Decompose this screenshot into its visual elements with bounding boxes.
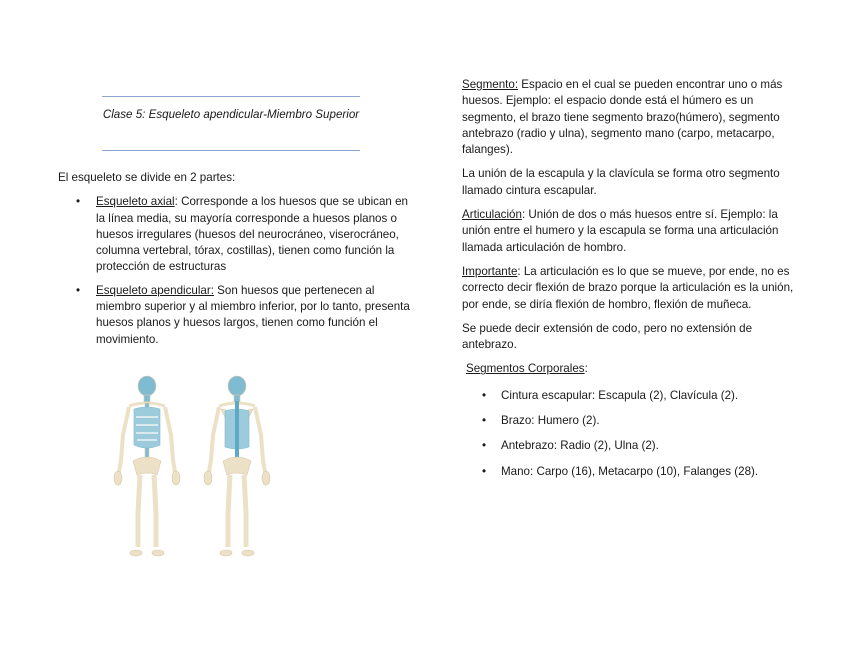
- apendicular-text: Son huesos que pertenecen al miembro superior y al miembro inferior, por lo tanto, presenta huesos planos y huesos largos, tienen como función el movimiento.: [96, 283, 410, 346]
- segmento-item-text: Mano: Carpo (16), Metacarpo (10), Falanges (28).: [501, 464, 759, 478]
- segmentos-colon: :: [584, 362, 588, 376]
- list-item-axial: [58, 194, 418, 275]
- articulacion-paragraph: [462, 207, 797, 256]
- bullet-icon: •: [482, 439, 487, 453]
- list-item: [462, 413, 797, 429]
- articulacion-term: Articulación: [462, 208, 522, 222]
- bullet-icon: •: [482, 388, 487, 402]
- segmento-item-text: Brazo: Humero (2).: [501, 414, 600, 428]
- segmentos-heading: [466, 361, 797, 377]
- segmento-term: Segmento:: [462, 78, 519, 91]
- bullet-icon: •: [76, 195, 81, 209]
- left-column: [58, 170, 418, 355]
- page-title: Clase 5: Esqueleto apendicular-Miembro Superior: [102, 108, 360, 121]
- right-column: [462, 77, 797, 489]
- segmento-text: Espacio en el cual se pueden encontrar uno o más huesos. Ejemplo: el espacio donde está el húmero es un segmento, el brazo tiene segmento brazo(húmero), segmento antebrazo (radio y ulna), segmento mano (carpo, metacarpo, falanges).: [462, 78, 783, 157]
- list-item: [462, 388, 797, 404]
- segmentos-list: [462, 388, 797, 480]
- segmento-item-text: Cintura escapular: Escapula (2), Clavícula (2).: [501, 388, 739, 402]
- apendicular-term: Esqueleto apendicular:: [96, 283, 214, 297]
- bullet-icon: •: [482, 414, 487, 428]
- axial-text: Corresponde a los huesos que se ubican en la línea media, su mayoría corresponde a huesos planos o huesos irregulares (huesos del neurocráneo, viserocráneo, columna vertebral, tórax, costillas), tienen como función la protección de estructuras: [96, 195, 408, 274]
- skeleton-front-view: [114, 376, 180, 556]
- segmento-item-text: Antebrazo: Radio (2), Ulna (2).: [501, 439, 659, 453]
- title-rule-bottom: [102, 150, 360, 151]
- skeleton-parts-list: [58, 194, 418, 348]
- articulacion-text: : Unión de dos o más huesos entre sí. Ejemplo: la unión entre el humero y la escapula se forma una articulación llamada articulación de hombro.: [462, 208, 779, 254]
- importante-term: Importante: [462, 264, 518, 278]
- list-item: [462, 438, 797, 454]
- title-rule-top: [102, 96, 360, 97]
- skeleton-back-view: [204, 376, 270, 556]
- intro-text: El esqueleto se divide en 2 partes:: [58, 171, 236, 184]
- segmentos-title: Segmentos Corporales: [466, 362, 585, 376]
- axial-term: Esqueleto axial: [96, 195, 175, 209]
- list-item-apendicular: [58, 283, 418, 348]
- importante-text: : La articulación es lo que se mueve, por ende, no es correcto decir flexión de brazo porque la articulación es la unión, por ende, se diría flexión de hombro, flexión de muñeca.: [462, 264, 794, 311]
- bullet-icon: •: [76, 283, 81, 297]
- codo-paragraph: Se puede decir extensión de codo, pero no extensión de antebrazo.: [462, 321, 753, 352]
- bullet-icon: •: [482, 464, 487, 478]
- list-item: [462, 464, 797, 480]
- segmento-paragraph: [462, 77, 797, 158]
- importante-paragraph: [462, 264, 797, 313]
- cintura-paragraph: La unión de la escapula y la clavícula se forma otro segmento llamado cintura escapular.: [462, 167, 780, 197]
- skeleton-illustration: [105, 375, 295, 560]
- axial-sep: :: [174, 195, 178, 209]
